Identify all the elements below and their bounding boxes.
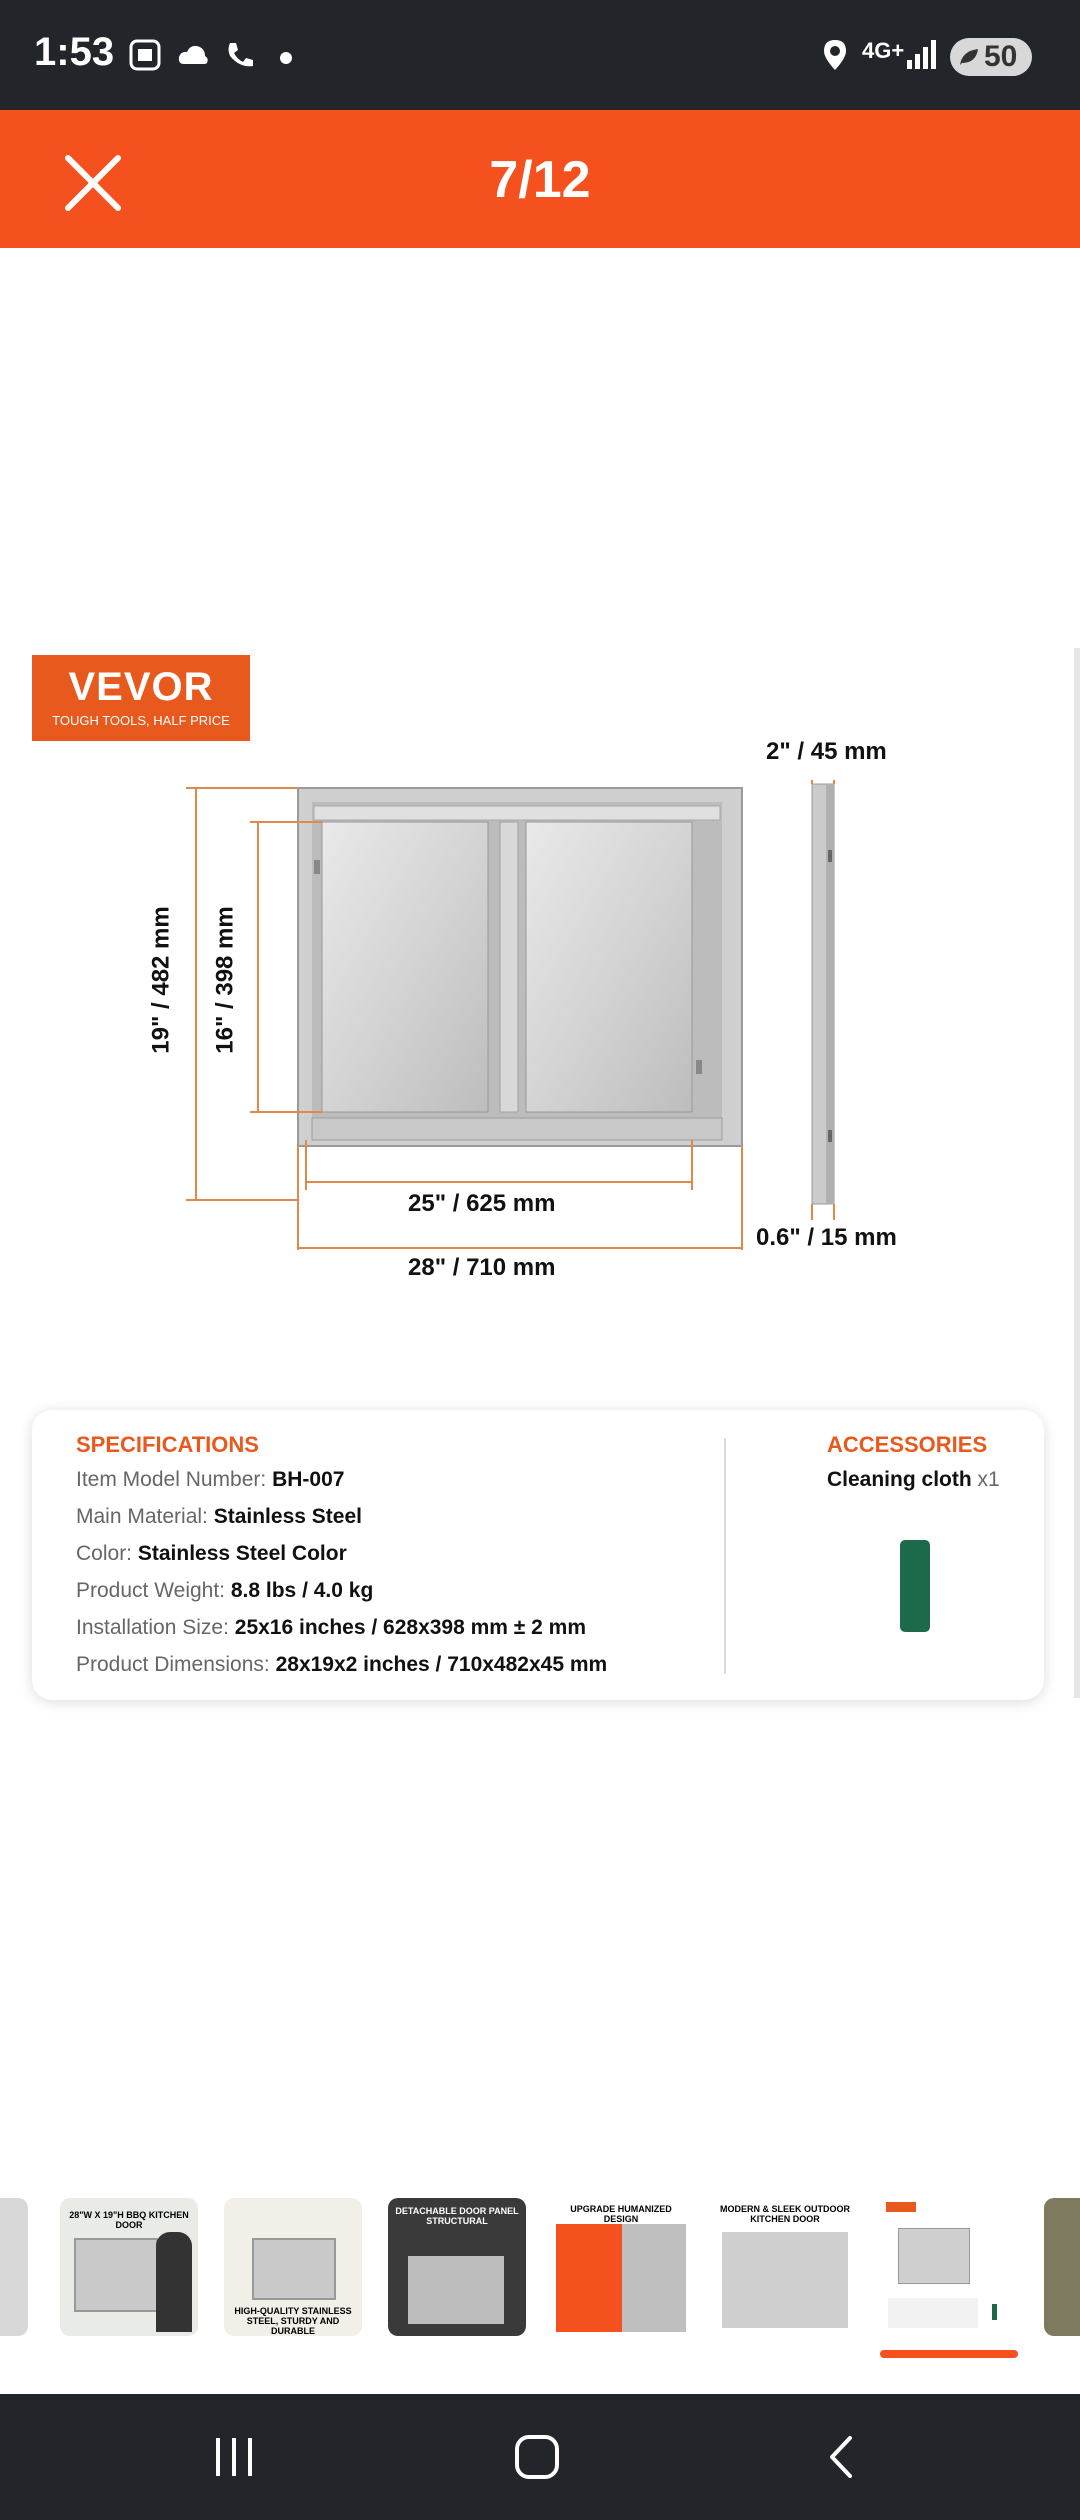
thumbnail-1[interactable]: 28"W X 19"H BBQ KITCHEN DOOR [60, 2198, 198, 2336]
status-bar [0, 0, 1080, 110]
spec-row-dimensions: Product Dimensions: 28x19x2 inches / 710x482x45 mm [76, 1653, 608, 1676]
brand-name: VEVOR [68, 665, 214, 709]
product-image[interactable] [0, 248, 1080, 2198]
gallery-icon [128, 38, 162, 72]
cleaning-cloth-image [900, 1540, 930, 1632]
specifications-title: SPECIFICATIONS [76, 1432, 259, 1457]
dim-cutout-height: 16" / 398 mm [211, 906, 239, 1054]
image-counter: 7/12 [489, 151, 591, 209]
thumbnail-7-active[interactable] [880, 2198, 1018, 2336]
brand-logo [32, 655, 250, 741]
dim-frame-depth: 0.6" / 15 mm [756, 1224, 897, 1251]
status-time: 1:53 [34, 30, 115, 74]
thumbnail-4[interactable]: UPGRADE HUMANIZED DESIGN [552, 2198, 690, 2336]
spec-row-weight: Product Weight: 8.8 lbs / 4.0 kg [76, 1579, 374, 1602]
active-thumbnail-indicator [880, 2350, 1018, 2358]
recents-icon[interactable] [210, 2434, 260, 2480]
navigation-bar [0, 2394, 1080, 2520]
thumbnail-2[interactable]: HIGH-QUALITY STAINLESS STEEL, STURDY AND DURABLE [224, 2198, 362, 2336]
accessories-title: ACCESSORIES [827, 1432, 988, 1457]
spec-divider [724, 1438, 726, 1674]
dimension-diagram [0, 738, 1080, 1380]
battery-level: 50 [984, 40, 1018, 73]
location-icon [818, 38, 852, 72]
dim-depth: 2" / 45 mm [766, 738, 887, 765]
notification-dot [280, 52, 292, 64]
specifications-card [32, 1410, 1044, 1700]
thumbnail-3[interactable]: DETACHABLE DOOR PANEL STRUCTURAL [388, 2198, 526, 2336]
leaf-icon [958, 47, 980, 67]
wifi-call-icon [224, 38, 258, 72]
signal-icon [904, 38, 938, 72]
spec-row-color: Color: Stainless Steel Color [76, 1542, 347, 1565]
dim-overall-height: 19" / 482 mm [147, 906, 175, 1054]
spec-row-material: Main Material: Stainless Steel [76, 1505, 362, 1528]
network-type: 4G+ [862, 38, 905, 63]
dim-cutout-width: 25" / 625 mm [408, 1190, 556, 1217]
dim-overall-width: 28" / 710 mm [408, 1254, 556, 1281]
back-icon[interactable] [818, 2434, 864, 2480]
cloud-icon [176, 38, 210, 72]
viewer-header [0, 110, 1080, 248]
door-drawing [0, 780, 1080, 1380]
thumbnail-strip[interactable] [0, 2190, 1080, 2370]
thumbnail-5[interactable]: MODERN & SLEEK OUTDOOR KITCHEN DOOR [716, 2198, 854, 2336]
thumbnail-8[interactable] [1044, 2198, 1080, 2336]
accessory-item: Cleaning cloth x1 [827, 1468, 1000, 1491]
spec-row-installation-size: Installation Size: 25x16 inches / 628x398 mm ± 2 mm [76, 1616, 587, 1639]
home-icon[interactable] [512, 2434, 562, 2480]
thumbnail-6[interactable] [0, 2198, 28, 2336]
battery-indicator [950, 38, 1032, 76]
spec-row-model: Item Model Number: BH-007 [76, 1468, 345, 1491]
brand-tagline: TOUGH TOOLS, HALF PRICE [52, 713, 230, 728]
